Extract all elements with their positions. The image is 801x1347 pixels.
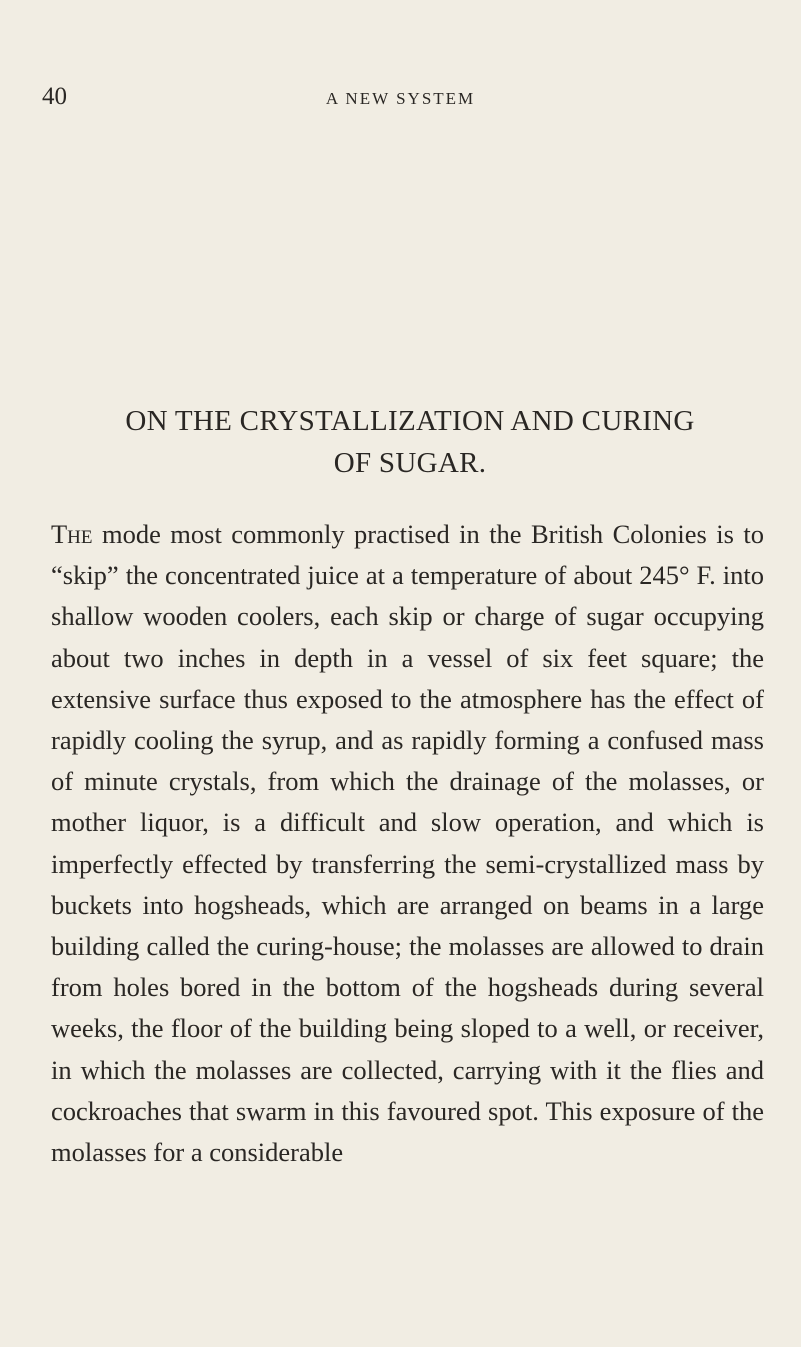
lead-word: The xyxy=(51,519,93,549)
chapter-title xyxy=(50,400,770,484)
page-number: 40 xyxy=(42,83,67,110)
body-paragraph xyxy=(51,514,764,1173)
running-head: A NEW SYSTEM xyxy=(325,89,476,108)
paragraph-text: mode most commonly practised in the British Colonies is to “skip” the concentrated juice at a temperature of about 245° F. into shallow wooden coolers, each skip or charge of sugar occupying about two inches in depth in a vessel of six feet square; the extensive surface thus exposed to the atmosphere has the effect of rapidly cooling the syrup, and as rapidly forming a confused mass of minute crystals, from which the drainage of the molasses, or mother liquor, is a difficult and slow operation, and which is imperfectly effected by transferring the semi-crystallized mass by buckets into hogsheads, which are arranged on beams in a large building called the curing-house; the molasses are allowed to drain from holes bored in the bottom of the hogsheads during several weeks, the floor of the building being sloped to a well, or receiver, in which the molasses are collected, carrying with it the flies and cockroaches that swarm in this favoured spot. This exposure of the molasses for a considerable xyxy=(51,519,764,1168)
chapter-title-line-1: ON THE CRYSTALLIZATION AND CURING xyxy=(125,405,695,437)
chapter-title-line-2: OF SUGAR. xyxy=(333,447,487,479)
